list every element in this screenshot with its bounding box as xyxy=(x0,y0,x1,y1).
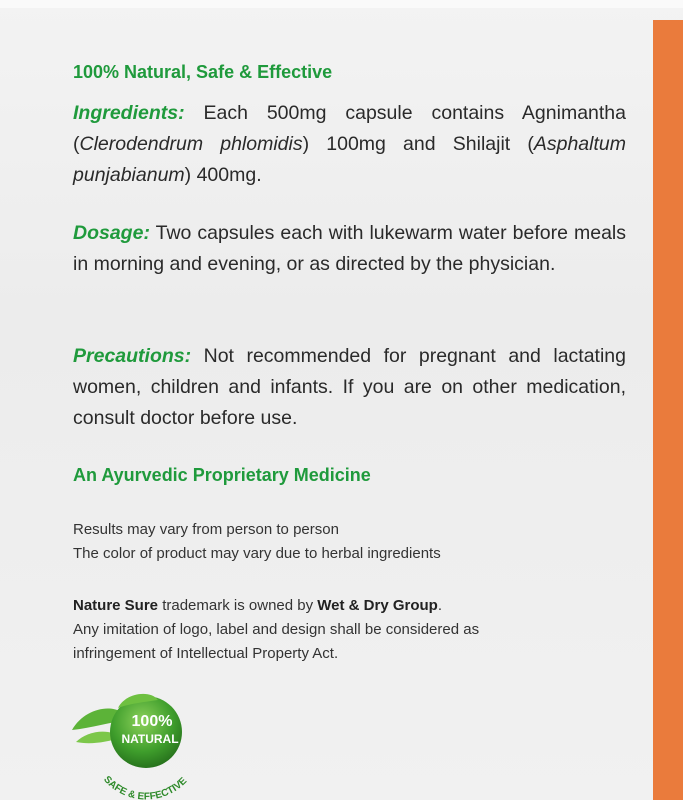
svg-text:SAFE & EFFECTIVE xyxy=(101,774,189,800)
infringement-line: infringement of Intellectual Property Act. xyxy=(73,645,339,662)
ingredients-text-3: ) 400mg. xyxy=(184,164,262,186)
trademark-line xyxy=(73,594,442,618)
dosage-paragraph xyxy=(73,218,626,280)
brand-name: Nature Sure xyxy=(73,597,159,614)
precautions-label: Precautions: xyxy=(73,345,192,367)
trademark-end: . xyxy=(437,597,443,614)
badge-percent: 100% xyxy=(131,713,173,730)
imitation-line: Any imitation of logo, label and design shall be considered as xyxy=(73,621,480,638)
sub-headline: An Ayurvedic Proprietary Medicine xyxy=(73,465,371,485)
ingredients-botanical-1: Clerodendrum phlomidis xyxy=(79,133,303,155)
badge-arc-text: SAFE & EFFECTIVE xyxy=(101,774,190,800)
disclaimer-line: Results may vary from person to person xyxy=(73,521,339,538)
ingredients-text-2: ) 100mg and Shilajit ( xyxy=(302,133,534,155)
trademark-text: trademark is owned by xyxy=(158,597,318,614)
owner-name: Wet & Dry Group xyxy=(317,597,438,614)
orange-side-bar xyxy=(653,20,683,800)
badge-natural: NATURAL xyxy=(121,732,179,746)
ingredients-paragraph xyxy=(73,98,626,191)
dosage-label: Dosage: xyxy=(73,222,150,244)
ingredients-text-1: Each 500mg capsule contains Agnimantha ( xyxy=(73,102,626,155)
ingredients-botanical-2: Asphaltum punjabianum xyxy=(73,133,626,186)
headline: 100% Natural, Safe & Effective xyxy=(73,62,333,82)
ingredients-label: Ingredients: xyxy=(73,102,185,124)
precautions-text: Not recommended for pregnant and lactating women, children and infants. If you are on other medication, consult doctor before use. xyxy=(73,345,626,429)
precautions-paragraph xyxy=(73,341,626,434)
top-strip xyxy=(0,0,683,8)
natural-badge-logo xyxy=(66,690,226,800)
disclaimer-line: The color of product may vary due to herbal ingredients xyxy=(73,545,441,562)
dosage-text: Two capsules each with lukewarm water before meals in morning and evening, or as directed by the physician. xyxy=(73,222,626,275)
